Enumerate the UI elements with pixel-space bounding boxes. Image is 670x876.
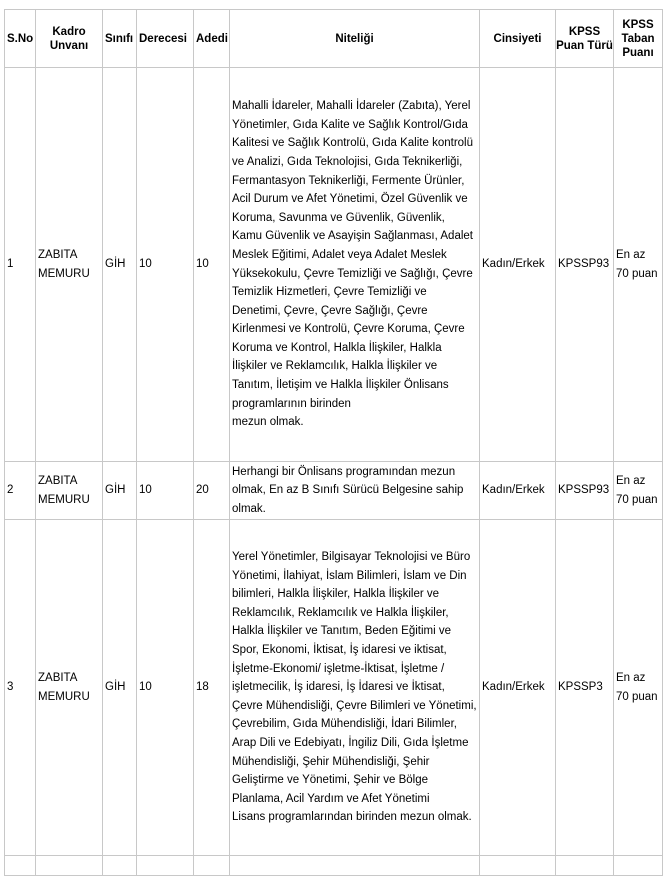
row-cell [230,856,480,876]
row-adedi: 20 [194,462,230,520]
row-sinifi: GİH [103,520,137,856]
row-derecesi: 10 [137,520,194,856]
header-kpss-puan-turu: KPSS Puan Türü [556,10,614,68]
row-cell [36,856,103,876]
row-niteligi: Yerel Yönetimler, Bilgisayar Teknolojisi ve Büro Yönetimi, İlahiyat, İslam Bilimleri, İslam ve Din bilimleri, Halkla İlişkiler, Halkla İlişkiler ve Reklamcılık, Reklamcılık ve Halkla İlişkiler, Halkla İlişkiler ve Tanıtım, Beden Eğitimi ve Spor, Ekonomi, İktisat, İş idaresi ve iktisat, İşletme-Ekonomi/ işletme-İktisat, İşletme / işletmecilik, İş idaresi, İş İdaresi ve İktisat, Çevre Mühendisliği, Çevre Bilimleri ve Yönetimi, Çevrebilim, Gıda Mühendisliği, İdari Bilimler, Arap Dili ve Edebiyatı, İngiliz Dili, Gıda İşletme Mühendisliği, Şehir Mühendisliği, Şehir Geliştirme ve Yönetimi, Şehir ve Bölge Planlama, Acil Yardım ve Afet Yönetimi Lisans programlarından birinden mezun olmak. [230,520,480,856]
table-row-partial [5,856,663,876]
row-sinifi: GİH [103,462,137,520]
row-adedi: 18 [194,520,230,856]
row-cell [137,856,194,876]
row-cell [5,856,36,876]
row-kpss-puan-turu: KPSSP3 [556,520,614,856]
row-cell [556,856,614,876]
header-sinifi: Sınıfı [103,10,137,68]
row-kpss-puan-turu: KPSSP93 [556,68,614,462]
row-sinifi: GİH [103,68,137,462]
row-kpss-taban-puani: En az 70 puan [614,462,663,520]
row-kadro-unvani: ZABITA MEMURU [36,462,103,520]
row-kpss-puan-turu: KPSSP93 [556,462,614,520]
row-niteligi: Mahalli İdareler, Mahalli İdareler (Zabıta), Yerel Yönetimler, Gıda Kalite ve Sağlık Kontrol/Gıda Kalitesi ve Sağlık Kontrolü, Gıda Kalite kontrolü ve Analizi, Gıda Teknolojisi, Gıda Teknikerliği, Fermantasyon Teknikerliği, Fermente Ürünler, Acil Durum ve Afet Yönetimi, Özel Güvenlik ve Koruma, Savunma ve Güvenlik, Güvenlik, Kamu Güvenlik ve Asayişin Sağlanması, Adalet Meslek Eğitimi, Adalet veya Adalet Meslek Yüksekokulu, Çevre Temizliği ve Sağlığı, Çevre Temizlik Hizmetleri, Çevre Temizliği ve Denetimi, Çevre, Çevre Sağlığı, Çevre Kirlenmesi ve Kontrolü, Çevre Koruma, Çevre Koruma ve Kontrol, Halkla İlişkiler, Halkla İlişkiler ve Reklamcılık, Halkla İlişkiler ve Tanıtım, İletişim ve Halkla İlişkiler Önlisans programlarının birinden mezun olmak. [230,68,480,462]
positions-table [4,9,663,876]
table-row [5,462,663,520]
row-cell [480,856,556,876]
row-derecesi: 10 [137,462,194,520]
row-sno: 1 [5,68,36,462]
header-sno: S.No [5,10,36,68]
row-kpss-taban-puani: En az 70 puan [614,68,663,462]
row-cinsiyeti: Kadın/Erkek [480,520,556,856]
row-cell [103,856,137,876]
row-cell [194,856,230,876]
row-adedi: 10 [194,68,230,462]
row-sno: 2 [5,462,36,520]
row-cinsiyeti: Kadın/Erkek [480,462,556,520]
row-niteligi: Herhangi bir Önlisans programından mezun olmak, En az B Sınıfı Sürücü Belgesine sahip olmak. [230,462,480,520]
row-kpss-taban-puani: En az 70 puan [614,520,663,856]
header-row [5,10,663,68]
row-derecesi: 10 [137,68,194,462]
row-cell [614,856,663,876]
header-adedi: Adedi [194,10,230,68]
table-row [5,520,663,856]
header-cinsiyeti: Cinsiyeti [480,10,556,68]
header-niteligi: Niteliği [230,10,480,68]
row-kadro-unvani: ZABITA MEMURU [36,520,103,856]
header-derecesi: Derecesi [137,10,194,68]
row-sno: 3 [5,520,36,856]
row-kadro-unvani: ZABITA MEMURU [36,68,103,462]
header-kpss-taban-puani: KPSS Taban Puanı [614,10,663,68]
row-cinsiyeti: Kadın/Erkek [480,68,556,462]
table-row [5,68,663,462]
header-kadro-unvani: Kadro Unvanı [36,10,103,68]
